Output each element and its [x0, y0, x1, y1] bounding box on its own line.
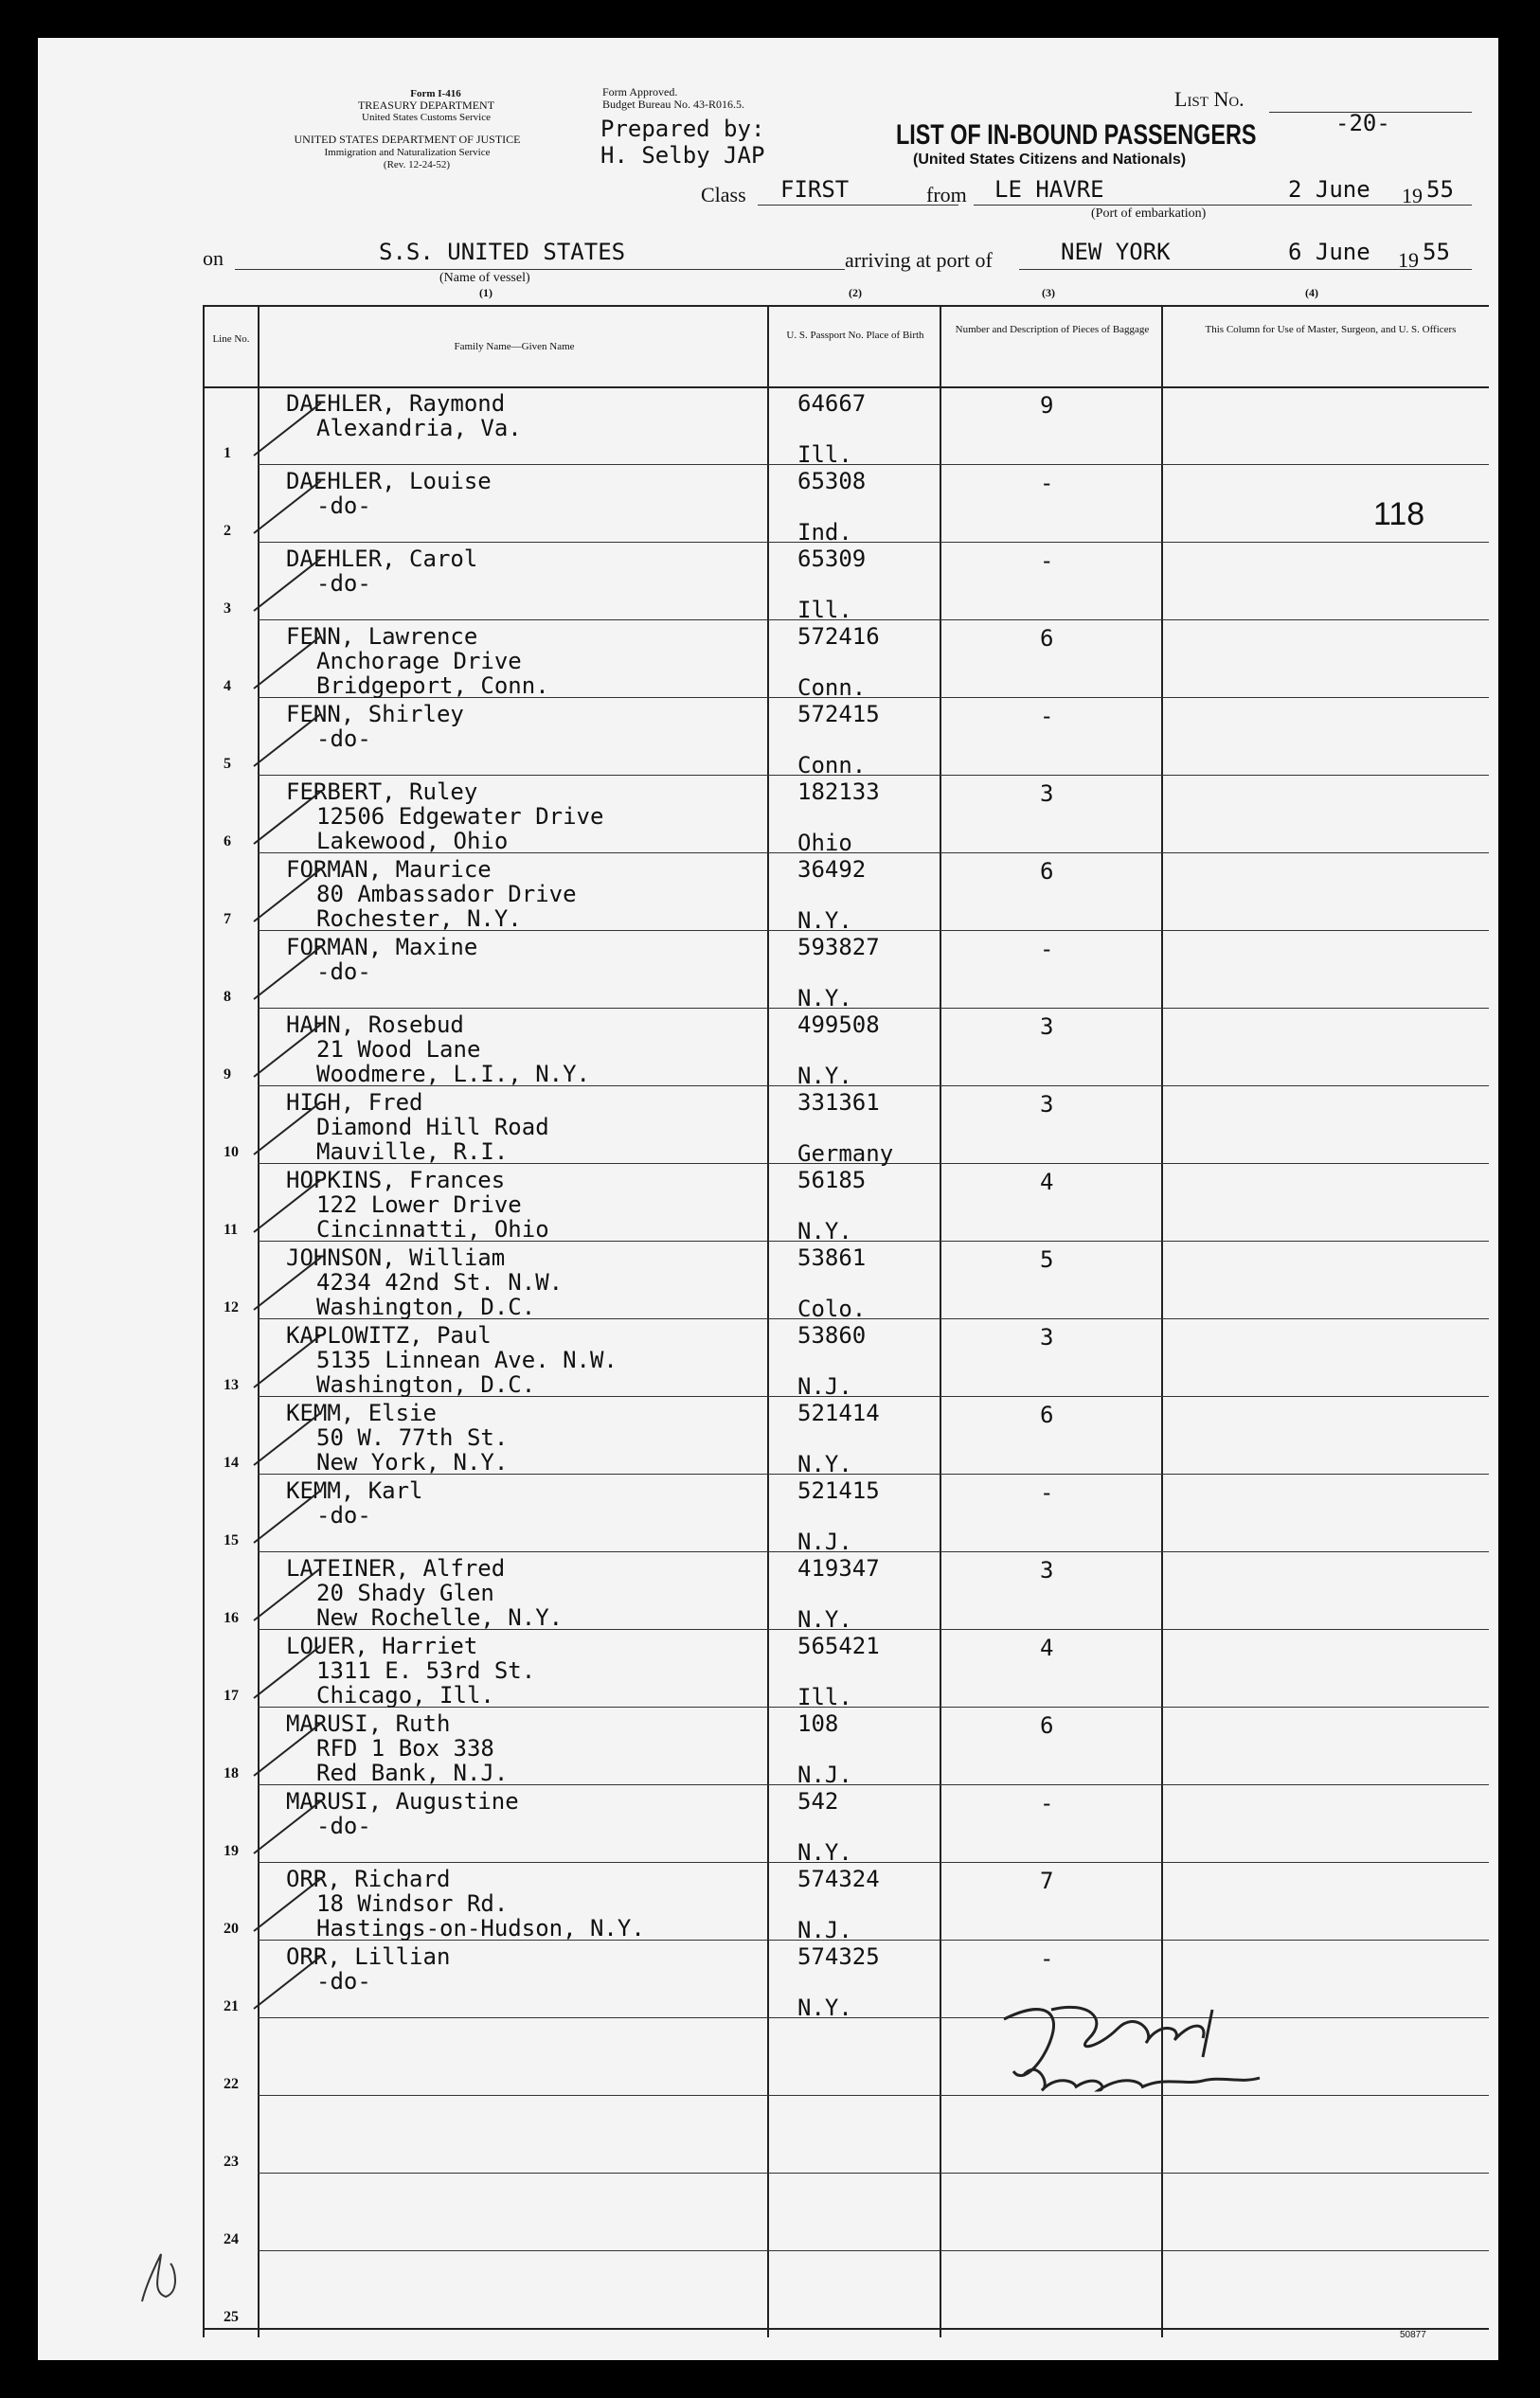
line-number: 4: [224, 678, 231, 694]
row-divider: [258, 775, 1489, 776]
address-line-1: 21 Wood Lane: [316, 1036, 481, 1063]
place-of-birth: N.Y.: [797, 1451, 852, 1477]
from-label: from: [926, 183, 967, 206]
place-of-birth: N.J.: [797, 1762, 852, 1788]
address-line-2: Woodmere, L.I., N.Y.: [316, 1061, 590, 1087]
col-header-line-no: Line No.: [212, 333, 250, 345]
passenger-name: FERBERT, Ruley: [286, 778, 478, 805]
passport-number: 574325: [797, 1943, 880, 1970]
place-of-birth: N.Y.: [797, 1218, 852, 1244]
passport-number: 36492: [797, 856, 867, 883]
baggage-count: 6: [1040, 1402, 1054, 1428]
line-number: 9: [224, 1066, 231, 1083]
baggage-count: -: [1040, 1945, 1054, 1972]
vessel-caption: (Name of vessel): [439, 271, 530, 285]
line-number: 5: [224, 756, 231, 772]
passenger-name: HAHN, Rosebud: [286, 1011, 464, 1038]
row-divider: [258, 2017, 1489, 2018]
passport-number: 521415: [797, 1477, 880, 1504]
address-line-2: Mauville, R.I.: [316, 1138, 509, 1165]
passenger-name: FENN, Shirley: [286, 701, 464, 727]
column-divider: [767, 305, 769, 2337]
address-line-2: Rochester, N.Y.: [316, 905, 522, 932]
baggage-count: 4: [1040, 1169, 1054, 1195]
vessel-line: [235, 269, 845, 270]
place-of-birth: Conn.: [797, 752, 867, 778]
passport-number: 419347: [797, 1555, 880, 1582]
passport-number: 593827: [797, 934, 880, 960]
passenger-name: KAPLOWITZ, Paul: [286, 1322, 492, 1349]
line-number: 23: [224, 2154, 239, 2170]
passport-number: 572416: [797, 623, 880, 650]
col-header-officers: This Column for Use of Master, Surgeon, and U. S. Officers: [1205, 324, 1457, 335]
baggage-count: -: [1040, 703, 1054, 729]
passport-number: 521414: [797, 1400, 880, 1426]
table-left-border: [203, 305, 205, 2337]
col1-number: (1): [479, 286, 492, 299]
address-line-2: Chicago, Ill.: [316, 1682, 494, 1709]
place-of-birth: Colo.: [797, 1296, 867, 1322]
address-line-2: Bridgeport, Conn.: [316, 672, 549, 699]
passenger-name: FENN, Lawrence: [286, 623, 478, 650]
col3-number: (3): [1042, 286, 1055, 299]
embark-year-prefix: 19: [1402, 184, 1423, 207]
line-number: 18: [224, 1765, 239, 1781]
address-line-2: Red Bank, N.J.: [316, 1760, 509, 1786]
baggage-count: 6: [1040, 625, 1054, 652]
passenger-name: DAEHLER, Raymond: [286, 390, 506, 417]
line-number: 2: [224, 523, 231, 539]
column-divider: [940, 305, 941, 2337]
passport-number: 542: [797, 1788, 839, 1815]
row-divider: [258, 542, 1489, 543]
address-line-1: -do-: [316, 725, 371, 752]
line-number: 22: [224, 2076, 239, 2092]
address-line-2: New Rochelle, N.Y.: [316, 1604, 564, 1631]
passport-number: 565421: [797, 1633, 880, 1659]
passport-number: 572415: [797, 701, 880, 727]
passenger-name: DAEHLER, Louise: [286, 468, 492, 494]
from-port: LE HAVRE: [994, 176, 1104, 203]
baggage-count: 3: [1040, 780, 1054, 807]
row-divider: [258, 619, 1489, 620]
address-line-1: -do-: [316, 492, 371, 519]
line-number: 10: [224, 1144, 239, 1160]
line-number: 8: [224, 989, 231, 1005]
class-value: FIRST: [780, 176, 850, 203]
passport-number: 499508: [797, 1011, 880, 1038]
list-no-label: List No.: [1174, 87, 1245, 111]
line-number: 14: [224, 1455, 239, 1471]
address-line-1: 80 Ambassador Drive: [316, 881, 577, 907]
arriving-label: arriving at port of: [845, 248, 993, 272]
footer-code: 50877: [1400, 2330, 1426, 2340]
justice-dept: UNITED STATES DEPARTMENT OF JUSTICE: [294, 133, 521, 146]
place-of-birth: Ill.: [797, 597, 852, 623]
line-number: 1: [224, 445, 231, 461]
passenger-name: JOHNSON, William: [286, 1244, 506, 1271]
passport-number: 331361: [797, 1089, 880, 1116]
prepared-by-name: H. Selby JAP: [600, 142, 765, 169]
vessel-name: S.S. UNITED STATES: [379, 239, 626, 265]
place-of-birth: Ill.: [797, 441, 852, 468]
passenger-name: KEMM, Elsie: [286, 1400, 437, 1426]
col4-number: (4): [1305, 286, 1318, 299]
row-divider: [258, 2095, 1489, 2096]
passenger-name: LOUER, Harriet: [286, 1633, 478, 1659]
passport-number: 574324: [797, 1866, 880, 1892]
address-line-2: Hastings-on-Hudson, N.Y.: [316, 1915, 645, 1942]
baggage-count: 7: [1040, 1868, 1054, 1894]
address-line-1: Alexandria, Va.: [316, 415, 522, 441]
table-top-border: [203, 305, 1489, 307]
line-number: 25: [224, 2309, 239, 2325]
address-line-1: 1311 E. 53rd St.: [316, 1657, 536, 1684]
line-number: 3: [224, 600, 231, 617]
arrival-year-prefix: 19: [1398, 248, 1419, 272]
on-label: on: [203, 246, 224, 270]
baggage-count: 9: [1040, 392, 1054, 419]
address-line-1: RFD 1 Box 338: [316, 1735, 494, 1762]
line-number: 15: [224, 1532, 239, 1548]
passenger-name: ORR, Richard: [286, 1866, 451, 1892]
page-subtitle: (United States Citizens and Nationals): [913, 152, 1187, 168]
row-divider: [258, 1008, 1489, 1009]
address-line-1: 18 Windsor Rd.: [316, 1890, 509, 1917]
row-divider: [258, 1862, 1489, 1863]
address-line-1: 12506 Edgewater Drive: [316, 803, 604, 830]
line-number: 13: [224, 1377, 239, 1393]
address-line-1: -do-: [316, 570, 371, 597]
line-number: 24: [224, 2231, 239, 2247]
address-line-1: -do-: [316, 1813, 371, 1839]
passenger-name: MARUSI, Augustine: [286, 1788, 519, 1815]
page-annotation: 118: [1373, 496, 1425, 532]
place-of-birth: N.Y.: [797, 1063, 852, 1089]
column-divider: [258, 305, 260, 2337]
address-line-2: New York, N.Y.: [316, 1449, 509, 1476]
baggage-count: 4: [1040, 1635, 1054, 1661]
place-of-birth: N.J.: [797, 1917, 852, 1943]
passport-number: 56185: [797, 1167, 867, 1193]
col-header-name: Family Name—Given Name: [454, 341, 575, 352]
baggage-count: -: [1040, 547, 1054, 574]
col2-number: (2): [849, 286, 862, 299]
table-bottom-border: [203, 2328, 1489, 2330]
port-embark-caption: (Port of embarkation): [1091, 206, 1207, 221]
passport-number: 53861: [797, 1244, 867, 1271]
row-divider: [258, 2250, 1489, 2251]
baggage-count: 6: [1040, 1712, 1054, 1739]
line-number: 11: [224, 1222, 239, 1238]
address-line-1: -do-: [316, 1502, 371, 1529]
passenger-name: LATEINER, Alfred: [286, 1555, 506, 1582]
address-line-1: -do-: [316, 1968, 371, 1995]
address-line-1: Anchorage Drive: [316, 648, 522, 674]
pencil-mark: [133, 2245, 189, 2315]
col-header-passport: U. S. Passport No. Place of Birth: [786, 330, 924, 341]
address-line-1: 5135 Linnean Ave. N.W.: [316, 1347, 618, 1373]
passenger-name: FORMAN, Maurice: [286, 856, 492, 883]
row-divider: [258, 1551, 1489, 1552]
list-no: -20-: [1335, 110, 1390, 136]
arrival-year-suffix: 55: [1423, 239, 1450, 265]
line-number: 21: [224, 1998, 239, 2014]
baggage-count: 6: [1040, 858, 1054, 885]
line-number: 12: [224, 1299, 239, 1315]
passenger-name: FORMAN, Maxine: [286, 934, 478, 960]
address-line-1: 50 W. 77th St.: [316, 1424, 509, 1451]
page-title: LIST OF IN-BOUND PASSENGERS: [896, 119, 1257, 151]
passenger-name: HOPKINS, Frances: [286, 1167, 506, 1193]
passenger-name: ORR, Lillian: [286, 1943, 451, 1970]
place-of-birth: N.Y.: [797, 1606, 852, 1633]
address-line-1: 4234 42nd St. N.W.: [316, 1269, 564, 1296]
form-number: Form I-416: [410, 88, 461, 99]
manifest-page: [38, 38, 1498, 2360]
place-of-birth: N.J.: [797, 1529, 852, 1555]
passenger-name: HIGH, Fred: [286, 1089, 423, 1116]
revision-date: (Rev. 12-24-52): [383, 159, 451, 170]
line-number: 19: [224, 1843, 239, 1859]
embark-date: 2 June: [1288, 176, 1370, 203]
address-line-2: Cincinnatti, Ohio: [316, 1216, 549, 1243]
passenger-name: DAEHLER, Carol: [286, 546, 478, 572]
place-of-birth: Ill.: [797, 1684, 852, 1710]
col-header-baggage: Number and Description of Pieces of Baggage: [955, 324, 1150, 335]
customs-service: United States Customs Service: [362, 112, 491, 123]
ins-service: Immigration and Naturalization Service: [324, 147, 491, 158]
header-row-border: [203, 386, 1489, 388]
officer-signature: [985, 1981, 1288, 2104]
baggage-count: -: [1040, 1479, 1054, 1506]
address-line-1: Diamond Hill Road: [316, 1114, 549, 1140]
address-line-2: Washington, D.C.: [316, 1294, 536, 1320]
baggage-count: 3: [1040, 1324, 1054, 1351]
form-approved: Form Approved.: [602, 85, 678, 98]
from-line: [974, 205, 1472, 206]
place-of-birth: Germany: [797, 1140, 894, 1167]
line-number: 20: [224, 1921, 239, 1937]
line-number: 7: [224, 911, 231, 927]
row-divider: [258, 464, 1489, 465]
baggage-count: 3: [1040, 1013, 1054, 1040]
passenger-name: KEMM, Karl: [286, 1477, 423, 1504]
baggage-count: 3: [1040, 1557, 1054, 1584]
passport-number: 53860: [797, 1322, 867, 1349]
treasury-dept: TREASURY DEPARTMENT: [357, 98, 495, 112]
arrival-port: NEW YORK: [1061, 239, 1171, 265]
prepared-by-label: Prepared by:: [600, 116, 765, 142]
place-of-birth: N.Y.: [797, 985, 852, 1011]
arrival-date: 6 June: [1288, 239, 1370, 265]
baggage-count: -: [1040, 470, 1054, 496]
place-of-birth: N.Y.: [797, 1839, 852, 1866]
passport-number: 182133: [797, 778, 880, 805]
address-line-1: 122 Lower Drive: [316, 1191, 522, 1218]
address-line-2: Washington, D.C.: [316, 1371, 536, 1398]
passport-number: 65308: [797, 468, 867, 494]
line-number: 6: [224, 833, 231, 850]
passenger-name: MARUSI, Ruth: [286, 1710, 451, 1737]
row-divider: [258, 2173, 1489, 2174]
line-number: 17: [224, 1688, 239, 1704]
place-of-birth: N.Y.: [797, 1995, 852, 2021]
baggage-count: 5: [1040, 1246, 1054, 1273]
passport-number: 108: [797, 1710, 839, 1737]
baggage-count: -: [1040, 1790, 1054, 1816]
budget-bureau: Budget Bureau No. 43-R016.5.: [602, 98, 744, 111]
passport-number: 65309: [797, 546, 867, 572]
address-line-2: Lakewood, Ohio: [316, 828, 509, 854]
address-line-1: -do-: [316, 958, 371, 985]
baggage-count: 3: [1040, 1091, 1054, 1118]
address-line-1: 20 Shady Glen: [316, 1580, 494, 1606]
embark-year-suffix: 55: [1426, 176, 1454, 203]
place-of-birth: Ohio: [797, 830, 852, 856]
baggage-count: -: [1040, 936, 1054, 962]
place-of-birth: N.J.: [797, 1373, 852, 1400]
place-of-birth: N.Y.: [797, 907, 852, 934]
line-number: 16: [224, 1610, 239, 1626]
place-of-birth: Conn.: [797, 674, 867, 701]
class-label: Class: [701, 183, 746, 206]
passport-number: 64667: [797, 390, 867, 417]
place-of-birth: Ind.: [797, 519, 852, 546]
